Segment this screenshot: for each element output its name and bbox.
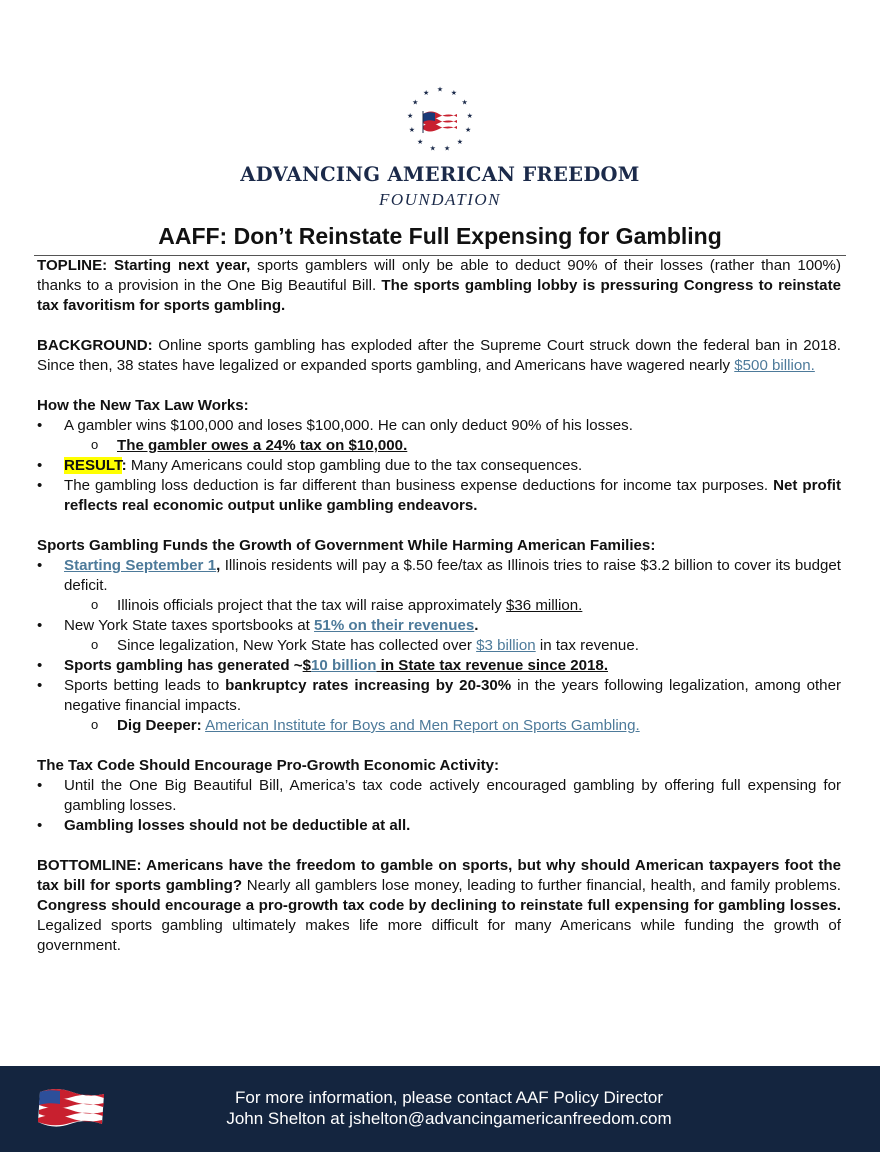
star-icon: ★ [436, 86, 444, 94]
org-subtitle: FOUNDATION [378, 190, 502, 209]
list-item: • Starting September 1, Illinois residents will pay a $.50 fee/tax as Illinois tries to raise $3.2 billion to cover its budget deficit. o Illinois officials project that the tax will raise approximately $36 million. [37, 556, 841, 616]
footer-contact [0, 1087, 880, 1129]
star-icon: ★ [412, 99, 419, 107]
how-list [37, 416, 841, 516]
page-title: AAFF: Don’t Reinstate Full Expensing for Gambling [158, 223, 722, 249]
star-icon: ★ [466, 112, 473, 120]
topline-label: TOPLINE: [37, 257, 108, 274]
star-icon: ★ [429, 145, 436, 153]
star-icon: ★ [422, 89, 430, 97]
list-item: • Sports gambling has generated ~$10 billion in State tax revenue since 2018. [37, 656, 841, 676]
list-item [64, 716, 841, 736]
result-label: RESULT [64, 457, 122, 474]
flag-graphic [423, 111, 457, 133]
star-icon: ★ [416, 139, 424, 146]
topline-lead: Starting next year, [107, 257, 251, 274]
10-billion-link[interactable]: 10 billion [311, 657, 377, 674]
51-percent-link[interactable]: 51% on their revenues [314, 617, 475, 634]
how-bullet-3: The gambling loss deduction is far different than business expense deductions for income tax purposes. [64, 477, 774, 494]
list-item: • Until the One Big Beautiful Bill, America’s tax code actively encouraged gambling by offering full expensing for gambling losses. [37, 776, 841, 816]
background-paragraph [37, 336, 841, 376]
list-item: o Illinois officials project that the tax will raise approximately $36 million. [64, 596, 841, 616]
list-item [37, 476, 841, 516]
org-name: ADVANCING AMERICAN FREEDOM [240, 163, 640, 186]
funds-heading: Sports Gambling Funds the Growth of Government While Harming American Families: [37, 537, 656, 554]
how-heading: How the New Tax Law Works: [37, 397, 249, 414]
star-icon: ★ [407, 112, 414, 120]
star-icon: ★ [444, 145, 451, 153]
list-item: • Gambling losses should not be deductible at all. [37, 816, 841, 836]
background-text: Online sports gambling has exploded after the Supreme Court struck down the federal ban in 2018. Since then, 38 states have legalized or expanded sports gambling, and Americans have wagered nearly [37, 337, 841, 374]
topline-paragraph [37, 256, 841, 316]
logo [0, 84, 880, 154]
funds-list [37, 556, 841, 736]
taxcode-heading: The Tax Code Should Encourage Pro-Growth Economic Activity: [37, 757, 500, 774]
36-million-link[interactable]: $36 million. [505, 597, 583, 614]
funds-bullet-1: Illinois residents will pay a $.50 fee/tax as Illinois tries to raise $3.2 billion to cover its budget deficit. [64, 557, 841, 594]
footer-bar [0, 1066, 880, 1152]
topline-bold: The sports gambling lobby is pressuring Congress to reinstate tax favoritism for sports gambling. [37, 277, 841, 314]
star-icon: ★ [456, 139, 464, 146]
footer-line-2[interactable]: John Shelton at jshelton@advancingamericanfreedom.com [226, 1109, 672, 1128]
list-item: • New York State taxes sportsbooks at 51% on their revenues. o Since legalization, New York State has collected over $3 billion in tax revenue. [37, 616, 841, 656]
how-bullet-1: A gambler wins $100,000 and loses $100,000. He can only deduct 90% of his losses. [64, 417, 633, 434]
star-ring-flag-icon [405, 84, 475, 154]
star-icon: ★ [461, 99, 468, 107]
list-item [37, 416, 841, 456]
background-label: BACKGROUND: [37, 337, 153, 354]
footer-line-1: For more information, please contact AAF Policy Director [235, 1088, 663, 1107]
list-item: • Sports betting leads to bankruptcy rates increasing by 20-30% in the years following legalization, among other negative financial impacts. o Dig Deeper: American Institute for Boys and Men Report on Sports Gambling. [37, 676, 841, 736]
list-item: o Since legalization, New York State has collected over $3 billion in tax revenue. [64, 636, 841, 656]
aibm-report-link[interactable]: American Institute for Boys and Men Report on Sports Gambling. [205, 717, 640, 734]
bottomline-paragraph: BOTTOMLINE: Americans have the freedom to gamble on sports, but why should American taxpayers foot the tax bill for sports gambling? Nearly all gamblers lose money, leading to further financial, health, and family problems. Congress should encourage a pro-growth tax code by declining to reinstate full expensing for gambling losses. Legalized sports gambling ultimately makes life more difficult for many Americans while funding the growth of government. [37, 857, 841, 954]
star-icon: ★ [450, 89, 458, 97]
star-icon: ★ [408, 127, 416, 135]
topline-text: sports gamblers will only be able to deduct 90% of their losses (rather than 100%) thanks to a provision in the One Big Beautiful Bill. [37, 257, 841, 294]
starting-september-link[interactable]: Starting September 1 [64, 557, 217, 574]
how-sub-1: The gambler owes a 24% tax on $10,000. [117, 437, 408, 454]
3-billion-link[interactable]: $3 billion [476, 637, 536, 654]
list-item: • RESULT: Many Americans could stop gambling due to the tax consequences. [37, 456, 841, 476]
taxcode-list [37, 776, 841, 836]
document-body [37, 256, 841, 956]
how-bullet-3-bold: Net profit reflects real economic output unlike gambling endeavors. [64, 477, 841, 514]
500-billion-link[interactable]: $500 billion. [734, 357, 815, 374]
list-item [64, 436, 841, 456]
star-icon: ★ [464, 127, 472, 135]
result-text: Many Americans could stop gambling due to the tax consequences. [126, 457, 583, 474]
dig-deeper-label: Dig Deeper: [117, 717, 202, 734]
